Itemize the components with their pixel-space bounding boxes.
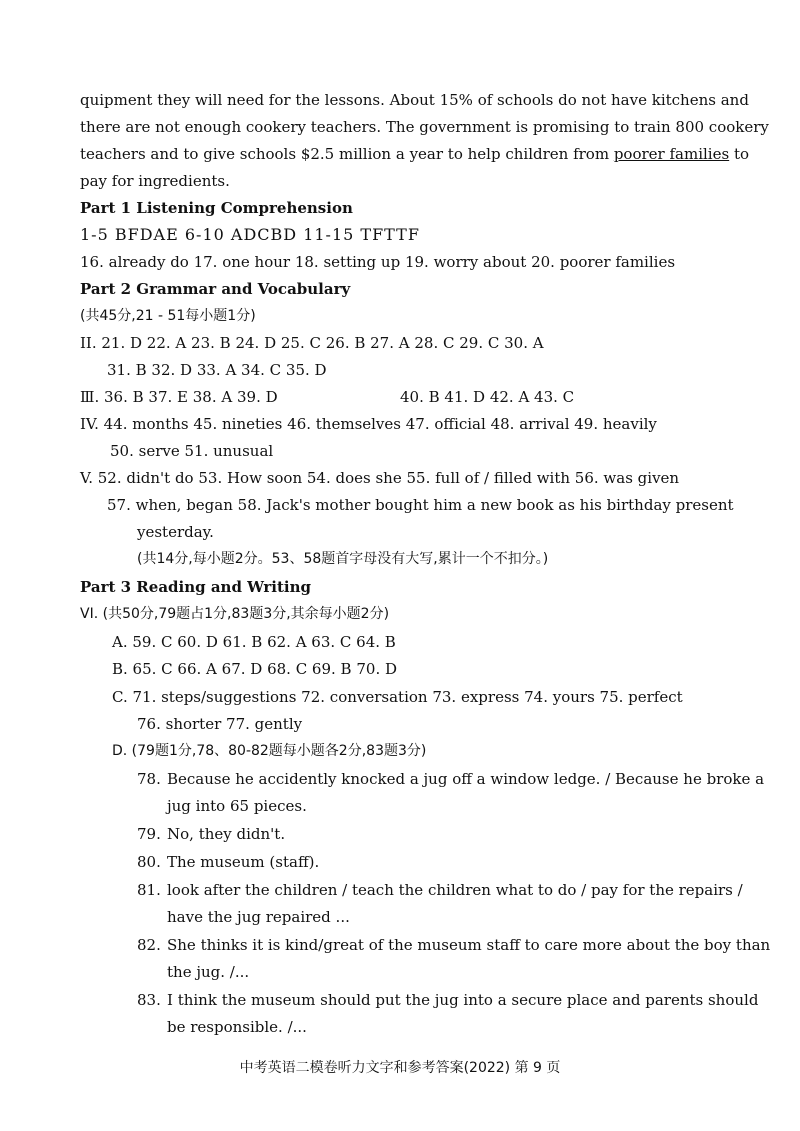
question-80-answer: The museum (staff). [167,853,320,871]
passage-line-1: quipment they will need for the lessons. About 15% of schools do not have kitchens and [80,91,749,109]
passage-line-2: there are not enough cookery teachers. The government is promising to train 800 cookery [80,118,769,136]
section4-line-1: IV. 44. months 45. nineties 46. themselves 47. official 48. arrival 49. heavily [80,415,657,433]
question-78-answer-1: Because he accidently knocked a jug off a window ledge. / Because he broke a [167,770,765,788]
question-79-answer: No, they didn't. [167,825,286,843]
question-78-number: 78. [137,770,161,788]
question-83-answer-1: I think the museum should put the jug into a secure place and parents should [167,991,759,1009]
question-80-number: 80. [137,853,161,871]
page-footer: 中考英语二模卷听力文字和参考答案(2022) 第 9 页 [239,1060,561,1076]
section6-b-answers: B. 65. C 66. A 67. D 68. C 69. B 70. D [112,660,397,678]
section6-c-answers-2: 76. shorter 77. gently [137,715,303,733]
question-82-number: 82. [137,936,161,954]
part3-heading: Part 3 Reading and Writing [80,578,311,596]
section5-note: (共14分,每小题2分。53、58题首字母没有大写,累计一个不扣分。) [137,551,549,567]
section3-part-b: 40. B 41. D 42. A 43. C [400,388,575,406]
question-81-answer-1: look after the children / teach the children what to do / pay for the repairs / [167,881,743,899]
question-83-number: 83. [137,991,161,1009]
section4-line-2: 50. serve 51. unusual [110,442,274,460]
passage-line-3-end: to [729,145,749,163]
passage-line-3-start: teachers and to give schools $2.5 million a year to help children from [80,145,614,163]
section6-d-note: D. (79题1分,78、80-82题每小题各2分,83题3分) [112,743,427,759]
underlined-phrase: poorer families [613,145,730,163]
question-78-answer-2: jug into 65 pieces. [167,797,307,815]
question-82-answer-2: the jug. /... [167,963,250,981]
section6-a-answers: A. 59. C 60. D 61. B 62. A 63. C 64. B [112,633,396,651]
section6-note: VI. (共50分,79题占1分,83题3分,其余每小题2分) [80,606,390,622]
question-82-answer-1: She thinks it is kind/great of the museum staff to care more about the boy than [167,936,771,954]
section2-line-1: II. 21. D 22. A 23. B 24. D 25. C 26. B 27. A 28. C 29. C 30. A [80,334,544,352]
part1-answers-2: 16. already do 17. one hour 18. setting up 19. worry about 20. poorer families [80,253,676,271]
part1-answers-1: 1-5 BFDAE 6-10 ADCBD 11-15 TFTTF [80,225,420,244]
section5-line-1: V. 52. didn't do 53. How soon 54. does she 55. full of / filled with 56. was given [80,469,680,487]
question-81-number: 81. [137,881,161,899]
passage-line-4: pay for ingredients. [80,172,230,190]
part1-heading: Part 1 Listening Comprehension [80,199,353,217]
question-83-answer-2: be responsible. /... [167,1018,307,1036]
section3-part-a: Ⅲ. 36. B 37. E 38. A 39. D [80,388,278,406]
section5-line-3: yesterday. [137,523,214,541]
part2-heading: Part 2 Grammar and Vocabulary [80,280,351,298]
section6-c-answers-1: C. 71. steps/suggestions 72. conversation 73. express 74. yours 75. perfect [112,688,683,706]
part2-note: (共45分,21 - 51每小题1分) [80,308,256,324]
section5-line-2: 57. when, began 58. Jack's mother bought him a new book as his birthday present [107,496,734,514]
section2-line-2: 31. B 32. D 33. A 34. C 35. D [107,361,327,379]
question-79-number: 79. [137,825,161,843]
question-81-answer-2: have the jug repaired ... [167,908,350,926]
passage-line-3 [80,144,749,164]
